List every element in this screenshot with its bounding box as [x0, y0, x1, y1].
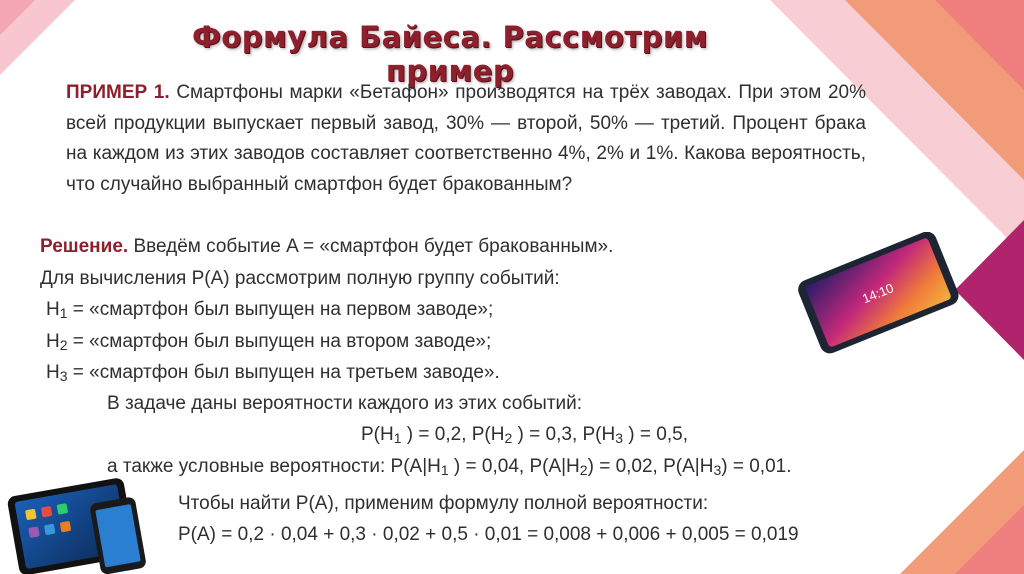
smartphone-image	[788, 232, 968, 362]
problem-text: Смартфоны марки «Бетафон» производятся на трёх заводах. При этом 20% всей продукции выпускает первый завод, 30% — второй, 50% — третий. Процент брака на каждом из этих заводов составляет соответственно 4%, 2% и 1%. Какова вероятность, что случайно выбранный смартфон будет бракованным?	[66, 82, 866, 195]
formula-intro: Чтобы найти P(A), применим формулу полной вероятности:	[178, 493, 709, 514]
conditional-probabilities-line: а также условные вероятности: $P(A|H_1$ ) = 0,04, $P(A|H_2) = 0,02$, $P(A|H_3) = 0,01$.	[107, 456, 792, 478]
total-probability-formula: P(A) = 0,2 · 0,04 + 0,3 · 0,02 + 0,5 · 0,01 = 0,008 + 0,006 + 0,005 = 0,019	[178, 524, 799, 545]
slide-title: Формула Байеса. Рассмотрим пример	[192, 20, 708, 88]
probabilities-line: $P(H_1$ ) = 0,2, $P(H_2$ ) = 0,3, $P(H_3$ ) = 0,5,	[361, 424, 688, 446]
problem-lead: ПРИМЕР 1.	[66, 82, 170, 103]
hypothesis-1: $H_1$ = «смартфон был выпущен на первом заводе»;	[46, 299, 494, 321]
full-group-line: Для вычисления P(A) рассмотрим полную группу событий:	[40, 268, 560, 289]
problem-statement	[66, 78, 866, 200]
given-line: В задаче даны вероятности каждого из этих событий:	[107, 393, 583, 414]
solution-intro: Введём событие A = «смартфон будет бракованным».	[133, 236, 614, 257]
tablet-image	[6, 470, 166, 574]
solution-intro-line	[40, 236, 760, 258]
hypothesis-3: $H_3$ = «смартфон был выпущен на третьем заводе».	[46, 362, 500, 384]
hypothesis-2: $H_2$ = «смартфон был выпущен на втором заводе»;	[46, 331, 492, 353]
phone-clock: 14:10	[859, 280, 896, 307]
solution-lead: Решение.	[40, 236, 129, 257]
